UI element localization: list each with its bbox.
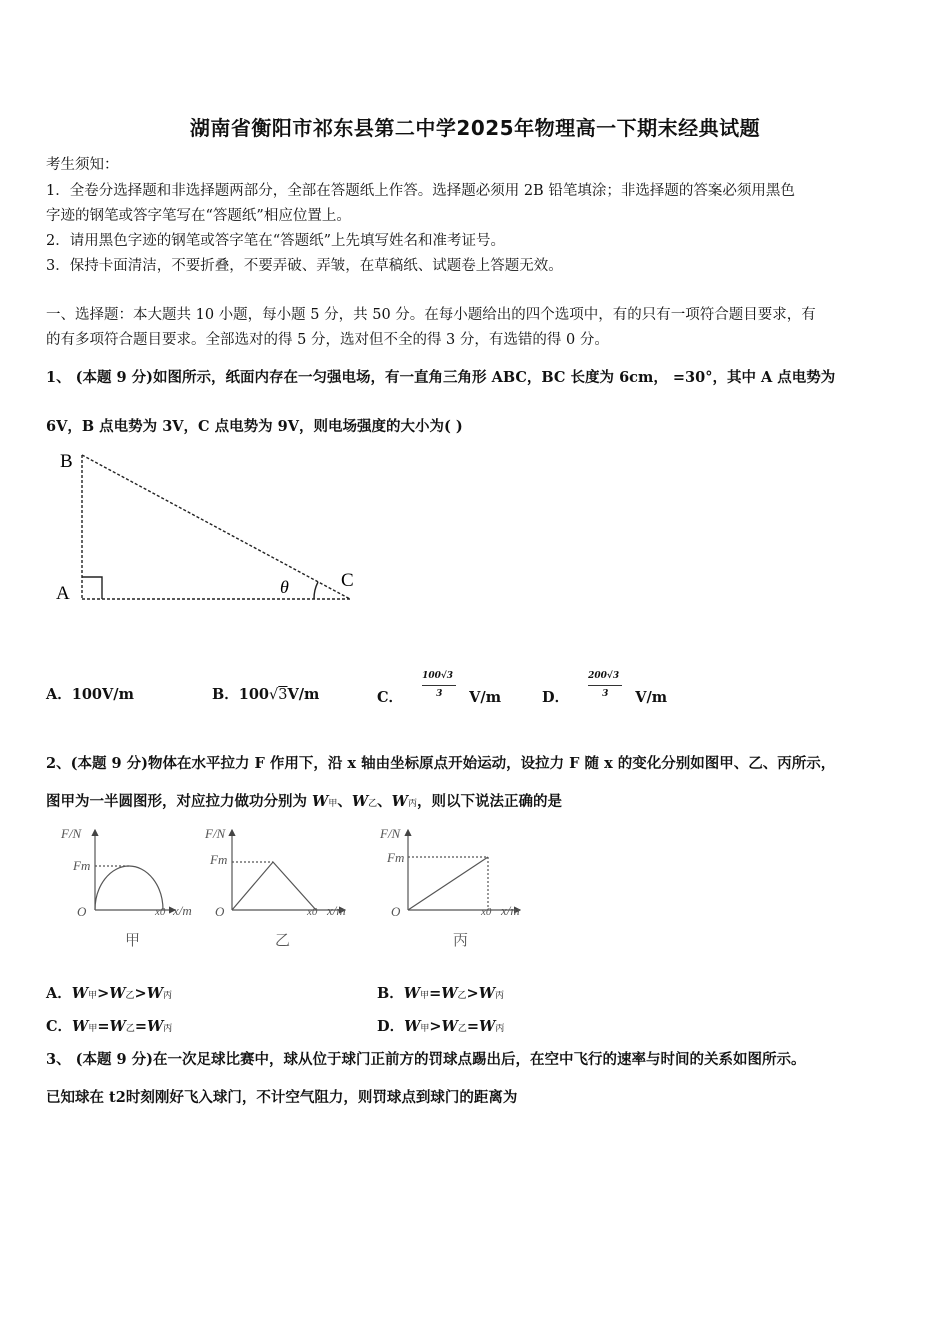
caption-jia: 甲 [125,933,141,949]
label-b: B [60,451,73,472]
section1-line-b: 的有多项符合题目要求。全部选对的得 5 分，选对但不全的得 3 分，有选错的得 0 分。 [46,332,609,348]
triangle-figure [52,447,362,607]
q3-line-b: 已知球在 t2时刻刚好飞入球门，不计空气阻力，则罚球点到球门的距离为 [46,1089,518,1106]
section1-line-a: 一、选择题：本大题共 10 小题，每小题 5 分，共 50 分。在每小题给出的四个选项中，有的只有一项符合题目要求，有 [46,307,816,323]
q2-option-c: C．W甲=W乙=W丙 [46,1018,173,1035]
q2-option-b: B．W甲=W乙>W丙 [377,985,505,1002]
q1-option-d: D． $\frac{200√3}{3}$ V/m [542,671,668,706]
label-a: A [56,583,70,604]
graph-jia-x0: x0 [155,906,166,918]
graph-yi-ylabel: F/N [205,826,226,841]
label-theta: θ [280,577,289,597]
right-angle-mark [82,577,102,599]
triangle-curve [232,862,316,910]
semicircle-curve [95,866,163,910]
q2-line-b: 图甲为一半圆图形，对应拉力做功分别为 W甲、W乙、W丙，则以下说法正确的是 [46,793,562,810]
notice-heading: 考生须知： [46,157,119,173]
label-c: C [341,570,354,591]
linear-curve [408,857,488,910]
notice-item-3: 3．保持卡面清洁，不要折叠，不要弄破、弄皱，在草稿纸、试题卷上答题无效。 [46,258,563,274]
graph-yi-fm: Fm [210,852,228,867]
side-bc [82,455,350,599]
caption-yi: 乙 [275,933,291,949]
graph-bing-origin: O [391,904,401,919]
caption-bing: 丙 [453,933,469,949]
q1-line-b: 6V，B 点电势为 3V，C 点电势为 9V，则电场强度的大小为( ) [46,418,463,435]
graph-jia-fm: Fm [73,858,91,873]
page-title: 湖南省衡阳市祁东县第二中学2025年物理高一下期末经典试题 [189,116,761,140]
graph-yi [232,830,345,910]
force-graphs [55,820,555,955]
graph-jia [95,830,175,910]
graph-bing-xlabel: x/m [501,903,520,918]
q2-option-d: D．W甲>W乙=W丙 [377,1018,505,1035]
notice-item-2: 2．请用黑色字迹的钢笔或答字笔在“答题纸”上先填写姓名和准考证号。 [46,233,506,249]
graph-jia-xlabel: x/m [173,903,192,918]
angle-arc [314,582,318,599]
graph-bing-x0: x0 [481,906,492,918]
graph-yi-x0: x0 [307,906,318,918]
graph-jia-origin: O [77,904,87,919]
graph-bing-ylabel: F/N [380,826,401,841]
graph-yi-xlabel: x/m [327,903,346,918]
q1-option-c: C． $\frac{100√3}{3}$ V/m [377,671,502,706]
q2-option-a: A．W甲>W乙>W丙 [46,985,173,1002]
notice-item-1b: 字迹的钢笔或答字笔写在“答题纸”相应位置上。 [46,208,351,224]
notice-item-1a: 1．全卷分选择题和非选择题两部分，全部在答题纸上作答。选择题必须用 2B 铅笔填涂；非选择题的答案必须用黑色 [46,183,795,199]
q1-line-a: 1、 (本题 9 分)如图所示，纸面内存在一匀强电场，有一直角三角形 ABC，BC 长度为 6cm， =30°，其中 A 点电势为 [46,369,836,386]
q1-option-a: A．100V/m [46,686,134,703]
q1-option-b: B．100√3V/m [212,686,320,703]
q3-line-a: 3、 (本题 9 分)在一次足球比赛中，球从位于球门正前方的罚球点踢出后，在空中飞行的速率与时间的关系如图所示。 [46,1051,806,1068]
q2-line-a: 2、(本题 9 分)物体在水平拉力 F 作用下，沿 x 轴由坐标原点开始运动，设拉力 F 随 x 的变化分别如图甲、乙、丙所示， [46,755,836,772]
graph-bing [408,830,520,910]
graph-jia-ylabel: F/N [61,826,82,841]
graph-yi-origin: O [215,904,225,919]
graph-bing-fm: Fm [387,850,405,865]
